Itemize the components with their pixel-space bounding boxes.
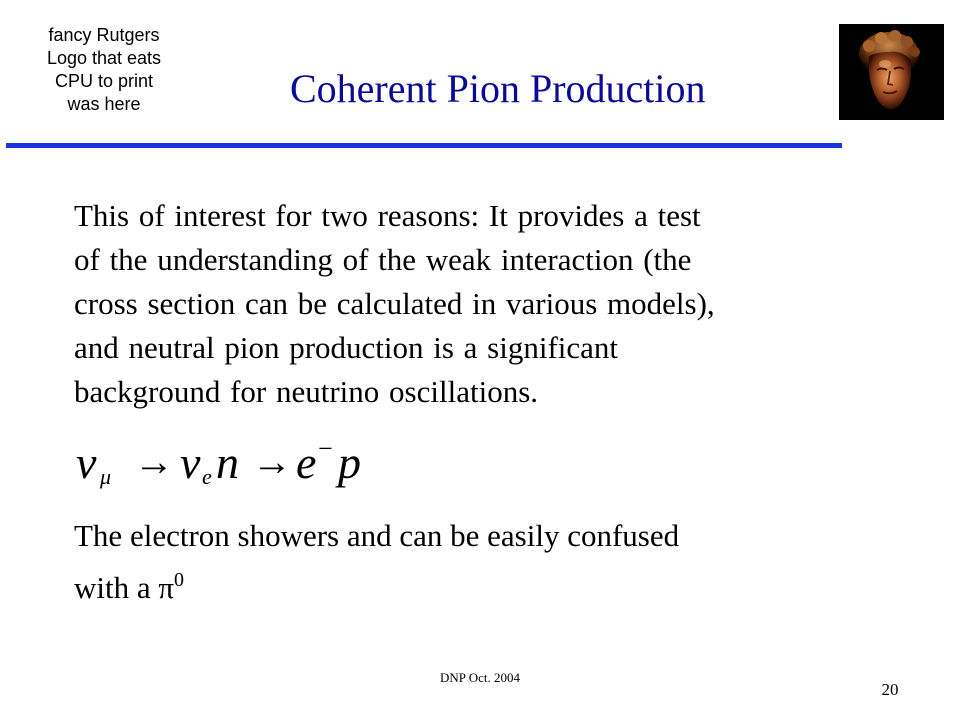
- paragraph-line: This of interest for two reasons: It provides a test: [74, 198, 701, 233]
- second-paragraph: [74, 514, 834, 610]
- equation-n: n: [216, 437, 239, 488]
- logo-placeholder-text: [14, 24, 194, 116]
- paragraph-line: of the understanding of the weak interaction (the: [74, 242, 692, 277]
- equation-arrow-2: →: [252, 439, 292, 484]
- pi-symbol: π: [158, 570, 175, 605]
- paragraph-line: [74, 558, 834, 610]
- title-underline: [6, 143, 842, 148]
- reaction-equation: [76, 436, 376, 496]
- paragraph-line: and neutral pion production is a significant: [74, 330, 619, 365]
- paragraph-line: cross section can be calculated in various models),: [74, 286, 715, 321]
- logo-line-4: was here: [67, 94, 141, 114]
- equation-proton: p: [338, 437, 361, 488]
- logo-line-3: CPU to print: [54, 71, 154, 91]
- pi-superscript: 0: [174, 569, 185, 591]
- logo-line-1: fancy Rutgers: [48, 25, 160, 45]
- body-paragraph: [74, 194, 834, 414]
- equation-electron: e: [296, 437, 317, 488]
- paragraph-line: The electron showers and can be easily confused: [74, 518, 680, 553]
- logo-line-2: Logo that eats: [46, 48, 162, 68]
- paragraph-line: background for neutrino oscillations.: [74, 374, 539, 409]
- equation-e-subscript: e: [202, 464, 212, 489]
- footer-text: DNP Oct. 2004: [439, 670, 521, 685]
- equation-arrow-1: →: [134, 439, 174, 484]
- bronze-head-image: [839, 24, 944, 120]
- equation-minus-superscript: −: [318, 434, 333, 463]
- slide-title: Coherent Pion Production: [290, 66, 706, 111]
- page-number: 20: [881, 680, 899, 699]
- equation-nu-mu: ν: [76, 437, 97, 488]
- equation-mu-subscript: μ: [100, 464, 112, 489]
- paragraph-text: with a: [74, 570, 159, 605]
- equation-nu-e: ν: [180, 437, 201, 488]
